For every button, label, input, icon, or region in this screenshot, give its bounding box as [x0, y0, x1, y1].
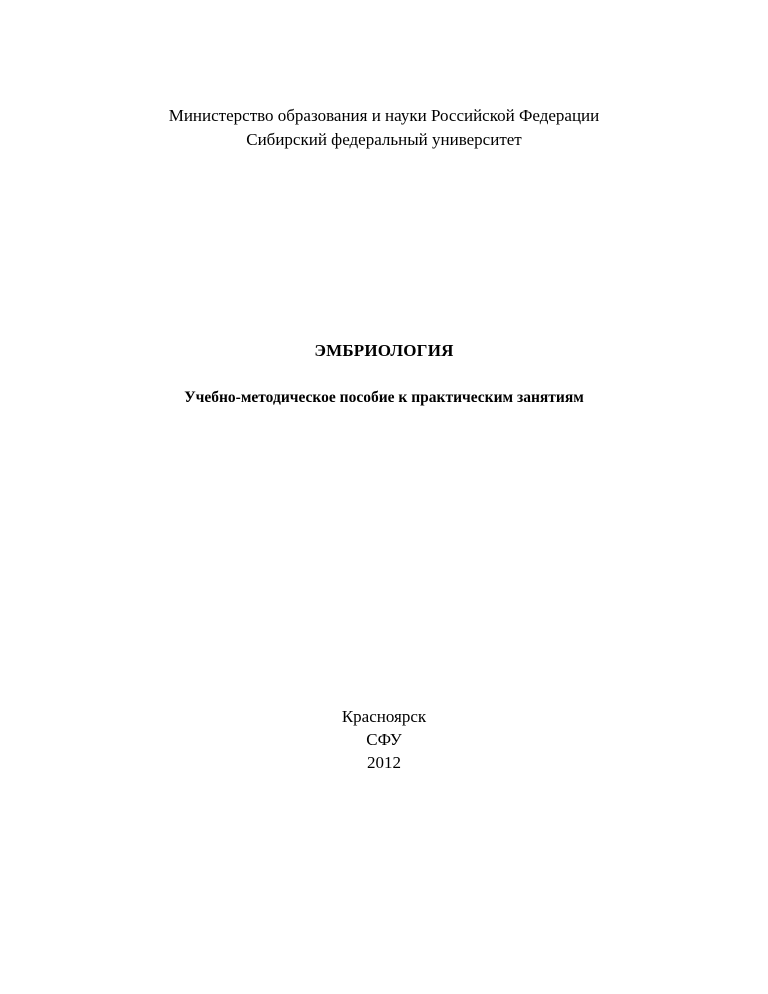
imprint-publisher: СФУ [366, 730, 402, 749]
university-name: Сибирский федеральный университет [246, 130, 522, 149]
document-subtitle: Учебно-методическое пособие к практическим занятиям [184, 389, 584, 406]
document-title: ЭМБРИОЛОГИЯ [314, 341, 454, 360]
imprint-year: 2012 [367, 753, 401, 772]
ministry-name: Министерство образования и науки Российской Федерации [168, 106, 600, 125]
imprint-city: Красноярск [341, 707, 427, 726]
